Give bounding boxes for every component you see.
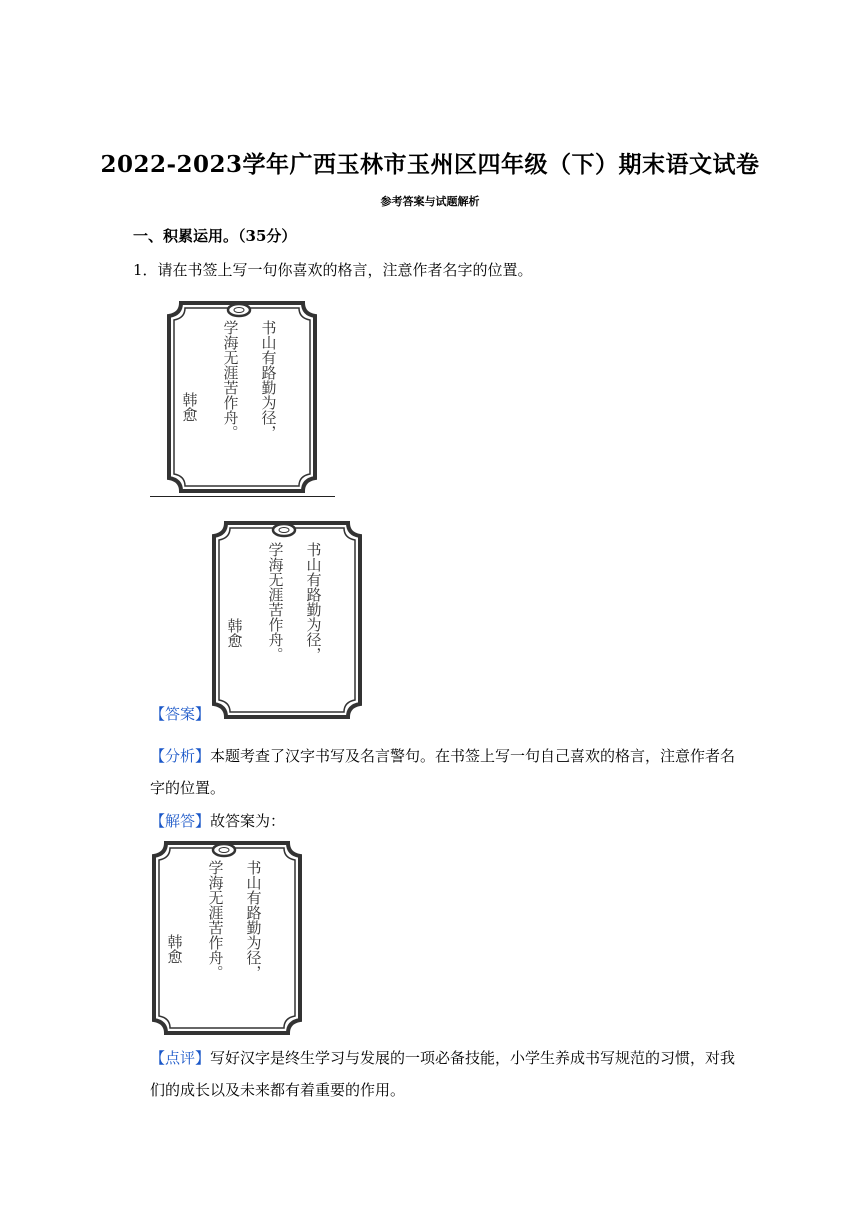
analysis-text: 本题考查了汉字书写及名言警句。在书签上写一句自己喜欢的格言，注意作者名字的位置。: [150, 747, 736, 797]
bookmark-author: 韩愈: [165, 934, 184, 964]
section-heading: 一、积累运用。（35分）: [133, 227, 297, 245]
solution-paragraph: [150, 805, 285, 837]
solution-text: 故答案为：: [210, 812, 286, 830]
comment-text: 写好汉字是终生学习与发展的一项必备技能，小学生养成书写规范的习惯，对我们的成长以及未来都有着重要的作用。: [150, 1049, 736, 1099]
bookmark-line-2: 学海无涯苦作舟。: [206, 860, 225, 980]
analysis-paragraph: [150, 740, 750, 804]
analysis-label: 【分析】: [150, 747, 211, 765]
bookmark-image-question: [163, 300, 321, 494]
comment-label: 【点评】: [150, 1049, 211, 1067]
answer-label: 【答案】: [150, 705, 211, 723]
answer-line: [150, 496, 335, 497]
bookmark-author: 韩愈: [225, 618, 244, 648]
comment-paragraph: [150, 1042, 750, 1106]
solution-label: 【解答】: [150, 812, 211, 830]
bookmark-author: 韩愈: [180, 392, 199, 422]
bookmark-line-1: 书山有路勤为径，: [259, 320, 278, 440]
page-subtitle: 参考答案与试题解析: [380, 195, 480, 208]
bookmark-line-2: 学海无涯苦作舟。: [266, 542, 285, 662]
bookmark-line-1: 书山有路勤为径，: [304, 542, 323, 662]
bookmark-image-solution: [148, 840, 306, 1036]
question-1-text: 1．请在书签上写一句你喜欢的格言，注意作者名字的位置。: [133, 261, 533, 279]
bookmark-image-answer: [208, 520, 366, 720]
page-title: 2022-2023学年广西玉林市玉州区四年级（下）期末语文试卷: [100, 151, 760, 178]
bookmark-line-2: 学海无涯苦作舟。: [221, 320, 240, 440]
bookmark-line-1: 书山有路勤为径，: [244, 860, 263, 980]
